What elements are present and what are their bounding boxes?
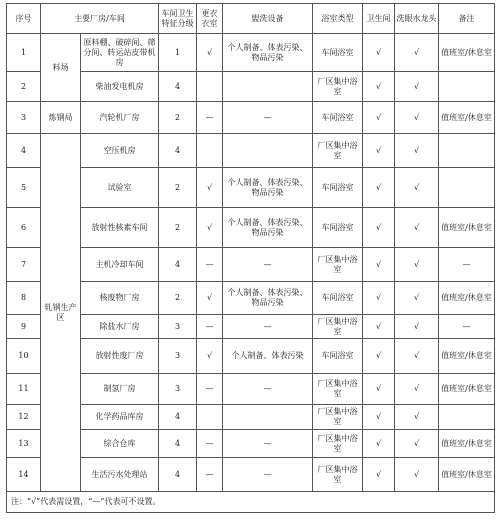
grade-cell: 3: [159, 339, 197, 374]
locker-cell: √: [197, 208, 223, 248]
locker-cell: —: [197, 102, 223, 134]
grade-cell: 4: [159, 430, 197, 458]
wash-cell: —: [223, 374, 313, 405]
bath-cell: 车间浴室: [313, 282, 363, 315]
eyewash-cell: √: [395, 248, 439, 282]
remark-cell: 值班室/休息室: [439, 208, 495, 248]
room-cell: 综合仓库: [81, 430, 159, 458]
bath-cell: 厂区集中浴室: [313, 248, 363, 282]
room-cell: 原料棚、破碎间、筛分间、转运站皮带机房: [81, 34, 159, 72]
locker-cell: —: [197, 248, 223, 282]
eyewash-cell: √: [395, 208, 439, 248]
table-row: [7, 102, 495, 134]
facility-table: [6, 3, 495, 513]
grade-cell: 3: [159, 374, 197, 405]
table-row: [7, 34, 495, 72]
table-row: [7, 374, 495, 405]
area-cell: 料场: [41, 34, 81, 102]
locker-cell: [197, 72, 223, 102]
grade-cell: 3: [159, 315, 197, 339]
remark-cell: —: [439, 315, 495, 339]
wash-cell: 个人制备、体表污染、物品污染: [223, 34, 313, 72]
wash-cell: 个人制备、体表污染: [223, 339, 313, 374]
eyewash-cell: √: [395, 282, 439, 315]
eyewash-cell: √: [395, 374, 439, 405]
row-number: 7: [7, 248, 41, 282]
row-number: 2: [7, 72, 41, 102]
room-cell: 柴油发电机房: [81, 72, 159, 102]
wash-cell: [223, 72, 313, 102]
room-cell: 试验室: [81, 168, 159, 208]
row-number: 8: [7, 282, 41, 315]
row-number: 1: [7, 34, 41, 72]
table-row: [7, 134, 495, 168]
room-cell: 放射性核素车间: [81, 208, 159, 248]
grade-cell: 4: [159, 134, 197, 168]
bath-cell: 厂区集中浴室: [313, 458, 363, 492]
wash-cell: —: [223, 102, 313, 134]
remark-cell: 值班室/休息室: [439, 458, 495, 492]
eyewash-cell: √: [395, 339, 439, 374]
eyewash-cell: √: [395, 458, 439, 492]
bath-cell: 厂区集中浴室: [313, 405, 363, 430]
locker-cell: √: [197, 282, 223, 315]
header-cell: 浴室类型: [313, 4, 363, 34]
header-cell: 更衣衣室: [197, 4, 223, 34]
header-cell: 主要厂房/车间: [41, 4, 159, 34]
remark-cell: —: [439, 248, 495, 282]
room-cell: 核废物厂房: [81, 282, 159, 315]
table-row: [7, 339, 495, 374]
bath-cell: 厂区集中浴室: [313, 315, 363, 339]
wc-cell: √: [363, 405, 395, 430]
bath-cell: 车间浴室: [313, 34, 363, 72]
document-page: [6, 3, 494, 513]
eyewash-cell: √: [395, 72, 439, 102]
remark-cell: 值班室/休息室: [439, 430, 495, 458]
wash-cell: 个人制备、体表污染、物品污染: [223, 168, 313, 208]
row-number: 6: [7, 208, 41, 248]
wash-cell: —: [223, 458, 313, 492]
wash-cell: 个人制备、体表污染、物品污染: [223, 208, 313, 248]
wash-cell: 个人制备、体表污染、物品污染: [223, 282, 313, 315]
row-number: 12: [7, 405, 41, 430]
eyewash-cell: √: [395, 430, 439, 458]
locker-cell: —: [197, 430, 223, 458]
remark-cell: 值班室/休息室: [439, 34, 495, 72]
locker-cell: √: [197, 339, 223, 374]
wc-cell: √: [363, 134, 395, 168]
wc-cell: √: [363, 315, 395, 339]
wc-cell: √: [363, 282, 395, 315]
room-cell: 除盐水厂房: [81, 315, 159, 339]
remark-cell: [439, 168, 495, 208]
wc-cell: √: [363, 72, 395, 102]
table-row: [7, 208, 495, 248]
locker-cell: [197, 134, 223, 168]
room-cell: 放射性废厂房: [81, 339, 159, 374]
eyewash-cell: √: [395, 134, 439, 168]
header-cell: 洗眼水龙头: [395, 4, 439, 34]
eyewash-cell: √: [395, 34, 439, 72]
bath-cell: 车间浴室: [313, 339, 363, 374]
remark-cell: 值班室/休息室: [439, 102, 495, 134]
eyewash-cell: √: [395, 168, 439, 208]
table-row: [7, 458, 495, 492]
room-cell: 化学药品库房: [81, 405, 159, 430]
bath-cell: 厂区集中浴室: [313, 134, 363, 168]
bath-cell: 厂区集中浴室: [313, 374, 363, 405]
grade-cell: 2: [159, 102, 197, 134]
header-cell: 序号: [7, 4, 41, 34]
wash-cell: [223, 405, 313, 430]
wash-cell: —: [223, 248, 313, 282]
eyewash-cell: √: [395, 315, 439, 339]
wc-cell: √: [363, 208, 395, 248]
row-number: 5: [7, 168, 41, 208]
header-cell: 车间卫生特征分级: [159, 4, 197, 34]
wc-cell: √: [363, 102, 395, 134]
eyewash-cell: √: [395, 102, 439, 134]
row-number: 9: [7, 315, 41, 339]
room-cell: 汽轮机厂房: [81, 102, 159, 134]
header-row: [7, 4, 495, 34]
locker-cell: √: [197, 34, 223, 72]
bath-cell: 车间浴室: [313, 168, 363, 208]
room-cell: 制氢厂房: [81, 374, 159, 405]
remark-cell: 值班室/休息室: [439, 339, 495, 374]
locker-cell: √: [197, 168, 223, 208]
remark-cell: 值班室/休息室: [439, 282, 495, 315]
wash-cell: —: [223, 315, 313, 339]
bath-cell: 厂区集中浴室: [313, 72, 363, 102]
grade-cell: 2: [159, 168, 197, 208]
locker-cell: —: [197, 374, 223, 405]
header-cell: 盥洗设备: [223, 4, 313, 34]
table-row: [7, 168, 495, 208]
bath-cell: 车间浴室: [313, 102, 363, 134]
table-row: [7, 430, 495, 458]
grade-cell: 4: [159, 72, 197, 102]
table-row: [7, 72, 495, 102]
table-note: 注：“√”代表需设置，“—”代表可不设置。: [7, 492, 495, 513]
wc-cell: √: [363, 430, 395, 458]
row-number: 10: [7, 339, 41, 374]
wc-cell: √: [363, 168, 395, 208]
wash-cell: [223, 134, 313, 168]
row-number: 4: [7, 134, 41, 168]
row-number: 11: [7, 374, 41, 405]
area-cell: 轧钢生产区: [41, 134, 81, 492]
table-row: [7, 315, 495, 339]
wc-cell: √: [363, 248, 395, 282]
bath-cell: 厂区集中浴室: [313, 430, 363, 458]
wc-cell: √: [363, 339, 395, 374]
grade-cell: 4: [159, 458, 197, 492]
remark-cell: [439, 134, 495, 168]
table-row: [7, 248, 495, 282]
wc-cell: √: [363, 458, 395, 492]
remark-cell: 值班室/休息室: [439, 374, 495, 405]
grade-cell: 1: [159, 34, 197, 72]
wash-cell: —: [223, 430, 313, 458]
table-row: [7, 282, 495, 315]
wc-cell: √: [363, 374, 395, 405]
grade-cell: 4: [159, 248, 197, 282]
header-cell: 卫生间: [363, 4, 395, 34]
grade-cell: 4: [159, 405, 197, 430]
room-cell: 空压机房: [81, 134, 159, 168]
row-number: 3: [7, 102, 41, 134]
grade-cell: 2: [159, 282, 197, 315]
bath-cell: 车间浴室: [313, 208, 363, 248]
locker-cell: —: [197, 315, 223, 339]
table-row: [7, 405, 495, 430]
eyewash-cell: √: [395, 405, 439, 430]
room-cell: 主机冷却车间: [81, 248, 159, 282]
note-row: [7, 492, 495, 513]
grade-cell: 2: [159, 208, 197, 248]
area-cell: 炼钢局: [41, 102, 81, 134]
header-cell: 备注: [439, 4, 495, 34]
row-number: 14: [7, 458, 41, 492]
wc-cell: √: [363, 34, 395, 72]
remark-cell: [439, 72, 495, 102]
remark-cell: [439, 405, 495, 430]
locker-cell: [197, 405, 223, 430]
room-cell: 生活污水处理站: [81, 458, 159, 492]
row-number: 13: [7, 430, 41, 458]
locker-cell: —: [197, 458, 223, 492]
